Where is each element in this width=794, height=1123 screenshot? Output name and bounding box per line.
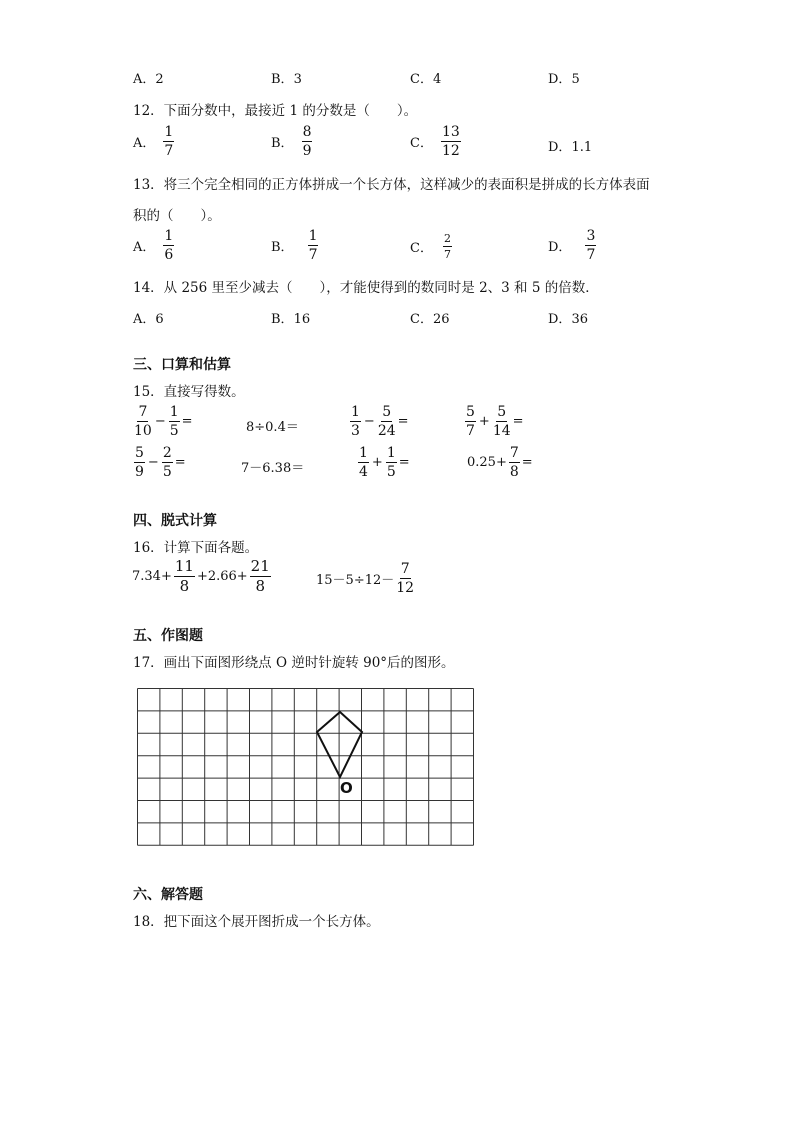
point-o-label: O [340,779,353,797]
q11-option-c: C．4 [410,72,442,87]
q15-expr-2: 8÷0.4＝ [246,420,299,435]
q15-expr-8: 0.25+ $\frac{7}{8}$ = [467,445,533,480]
fraction: $\frac{5}{7}$ [466,404,475,439]
fraction: $\frac{11}{8}$ [174,557,194,595]
q13-text-line2: 积的（ ）。 [133,208,221,224]
q11-option-a: A．2 [133,72,164,87]
q12-text: 12．下面分数中，最接近 1 的分数是（ ）。 [133,103,418,119]
q13-fraction-d: $\frac{3}{7}$ [586,228,596,263]
q12-fraction-c: $\frac{13}{12}$ [441,124,460,159]
q15-expr-6: 7－6.38＝ [241,461,305,476]
q13-fraction-c: $\frac{2}{7}$ [443,232,451,261]
q11-option-d: D．5 [548,72,580,87]
fraction: $\frac{21}{8}$ [250,557,270,595]
grid-lines [138,689,474,846]
section3-heading: 三、口算和估算 [133,357,231,373]
q11-option-b: B．3 [271,72,302,87]
fraction: $\frac{5}{14}$ [492,404,511,439]
q15-expr-7: $\frac{1}{4}$ + $\frac{1}{5}$ = [359,445,410,480]
q13-option-b: B． $\frac{1}{7}$ [271,228,318,263]
fraction: $\frac{1}{3}$ [351,404,360,439]
q18-text: 18．把下面这个展开图折成一个长方体。 [133,914,380,930]
fraction: $\frac{7}{12}$ [396,561,415,596]
q17-text: 17．画出下面图形绕点 O 逆时针旋转 90°后的图形。 [133,655,455,671]
q12-fraction-a: $\frac{1}{7}$ [164,124,174,159]
q14-option-b: B．16 [271,312,311,327]
q14-option-c: C．26 [410,312,450,327]
rotation-grid [136,687,476,847]
q14-option-a: A．6 [133,312,164,327]
q15-expr-3: $\frac{1}{3}$ − $\frac{5}{24}$ = [351,404,409,439]
q16-expr-a: 7.34+ $\frac{11}{8}$ +2.66+ $\frac{21}{8}$ [132,557,270,595]
fraction: $\frac{1}{5}$ [386,445,396,480]
fraction: $\frac{1}{4}$ [359,445,368,480]
section4-heading: 四、脱式计算 [133,513,217,529]
section6-heading: 六、解答题 [133,887,203,903]
fraction: $\frac{7}{8}$ [509,445,519,480]
q13-option-d: D． $\frac{3}{7}$ [548,228,596,263]
q12-option-a: A． $\frac{1}{7}$ [133,124,174,159]
q12-option-b: B． $\frac{8}{9}$ [271,124,312,159]
q15-expr-4: $\frac{5}{7}$ + $\frac{5}{14}$ = [466,404,524,439]
q13-text-line1: 13．将三个完全相同的正方体拼成一个长方体，这样减少的表面积是拼成的长方体表面 [133,177,650,193]
fraction: $\frac{2}{5}$ [162,445,172,480]
q15-expr-1: $\frac{7}{10}$ − $\frac{1}{5}$ = [134,404,193,439]
q16-text: 16．计算下面各题。 [133,540,259,556]
q13-fraction-a: $\frac{1}{6}$ [164,228,174,263]
fraction: $\frac{7}{10}$ [134,404,152,439]
fraction: $\frac{1}{5}$ [169,404,179,439]
q13-option-a: A． $\frac{1}{6}$ [133,228,174,263]
q13-option-c: C． $\frac{2}{7}$ [410,232,451,261]
section5-heading: 五、作图题 [133,628,203,644]
q12-fraction-b: $\frac{8}{9}$ [302,124,312,159]
q12-option-c: C． $\frac{13}{12}$ [410,124,460,159]
q13-fraction-b: $\frac{1}{7}$ [308,228,318,263]
q14-text: 14．从 256 里至少减去（ ），才能使得到的数同时是 2、3 和 5 的倍数． [133,280,599,296]
q15-expr-5: $\frac{5}{9}$ − $\frac{2}{5}$ = [135,445,186,480]
fraction: $\frac{5}{24}$ [377,404,396,439]
q12-option-d: D．1.1 [548,140,593,155]
q15-text: 15．直接写得数。 [133,384,245,400]
q14-option-d: D．36 [548,312,588,327]
q16-expr-b: 15－5÷12－ $\frac{7}{12}$ [316,561,415,596]
fraction: $\frac{5}{9}$ [135,445,144,480]
